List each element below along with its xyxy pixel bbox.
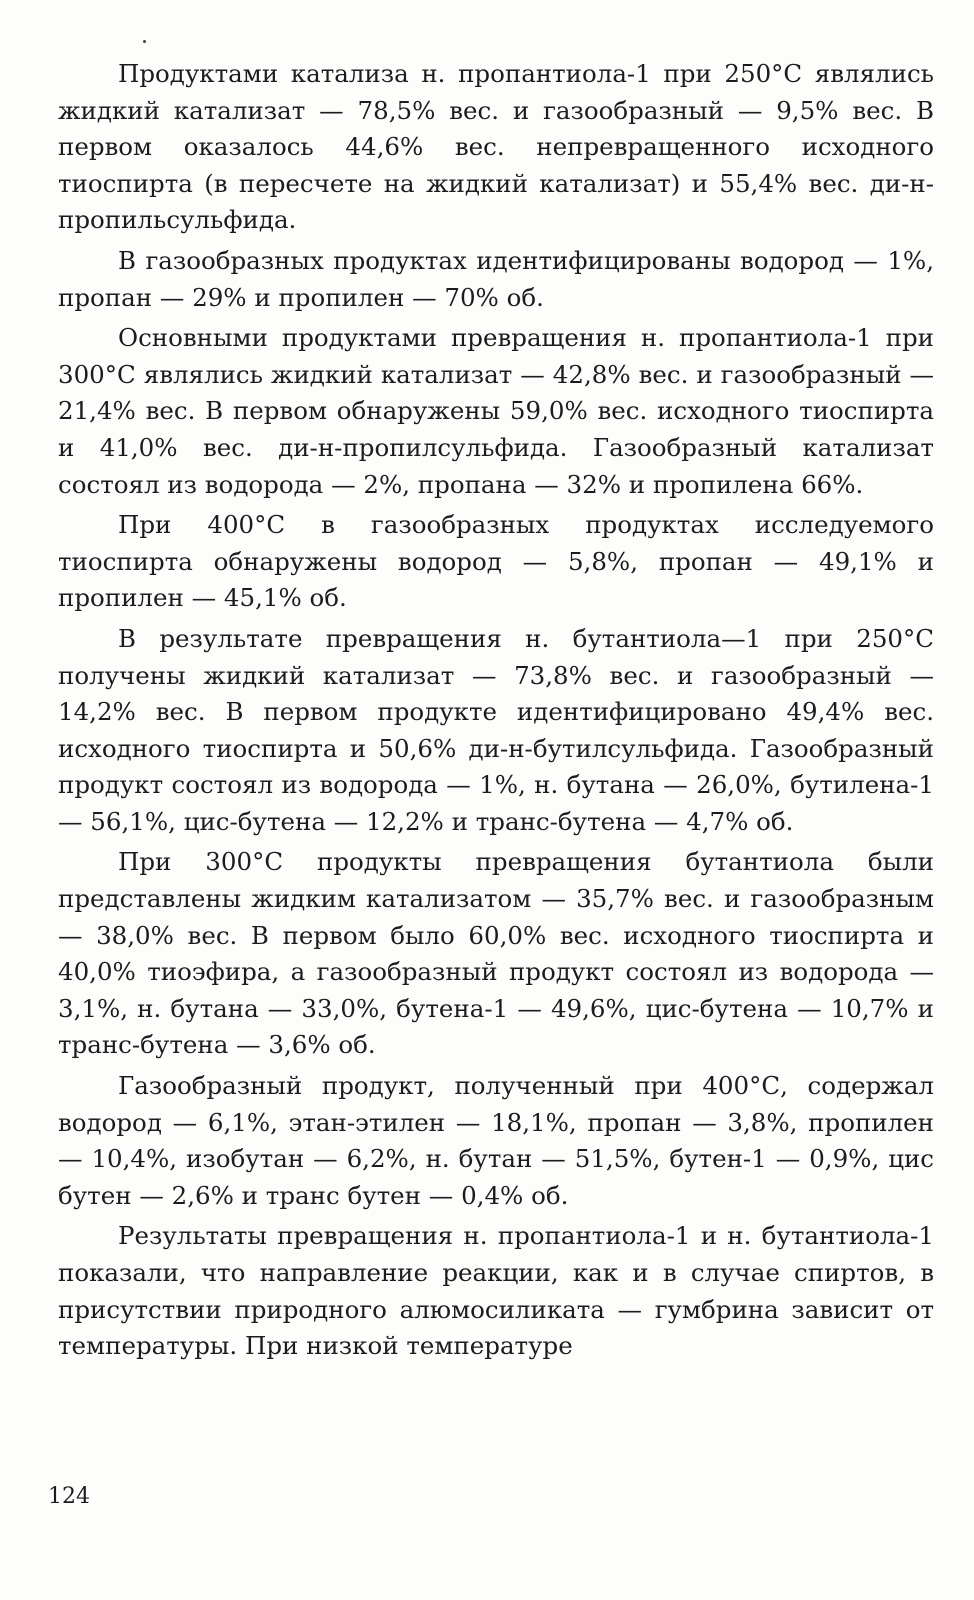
body-text — [58, 56, 934, 1369]
paragraph-7: Газообразный продукт, полученный при 400°С, содержал водород — 6,1%, этан-этилен — 18,1%, пропан — 3,8%, пропилен — 10,4%, изобутан — 6,2%, н. бутан — 51,5%, бутен-1 — 0,9%, цис бутен — 2,6% и транс бутен — 0,4% об. — [58, 1071, 934, 1210]
paragraph-3: Основными продуктами превращения н. пропантиола-1 при 300°С являлись жидкий катализат — 42,8% вес. и газообразный — 21,4% вес. В первом обнаружены 59,0% вес. исходного тиоспирта и 41,0% вес. ди-н-пропилсульфида. Газообразный катализат состоял из водорода — 2%, пропана — 32% и пропилена 66%. — [58, 323, 934, 499]
page-speck-mark — [143, 40, 146, 43]
paragraph-5: В результате превращения н. бутантиола—1 при 250°С получены жидкий катализат — 73,8% вес. и газообразный — 14,2% вес. В первом продукте идентифицировано 49,4% вес. исходного тиоспирта и 50,6% ди-н-бутилсульфида. Газообразный продукт состоял из водорода — 1%, н. бутана — 26,0%, бутилена-1 — 56,1%, цис-бутена — 12,2% и транс-бутена — 4,7% об. — [58, 623, 934, 836]
page-number: 124 — [48, 1484, 90, 1509]
paragraph-6: При 300°С продукты превращения бутантиола были представлены жидким катализатом — 35,7% вес. и газообразным — 38,0% вес. В первом было 60,0% вес. исходного тиоспирта и 40,0% тиоэфира, а газообразный продукт состоял из водорода — 3,1%, н. бутана — 33,0%, бутена-1 — 49,6%, цис-бутена — 10,7% и транс-бутена — 3,6% об. — [58, 847, 934, 1060]
paragraph-2: В газообразных продуктах идентифицированы водород — 1%, пропан — 29% и пропилен — 70% об. — [58, 245, 934, 312]
paragraph-4: При 400°С в газообразных продуктах исследуемого тиоспирта обнаружены водород — 5,8%, пропан — 49,1% и пропилен — 45,1% об. — [58, 510, 934, 613]
paragraph-1: Продуктами катализа н. пропантиола-1 при 250°С являлись жидкий катализат — 78,5% вес. и газообразный — 9,5% вес. В первом оказалось 44,6% вес. непревращенного исходного тиоспирта (в пересчете на жидкий катализат) и 55,4% вес. ди-н-пропильсульфида. — [58, 59, 934, 235]
paragraph-8: Результаты превращения н. пропантиола-1 и н. бутантиола-1 показали, что направление реакции, как и в случае спиртов, в присутствии природного алюмосиликата — гумбрина зависит от температуры. При низкой температуре — [58, 1221, 934, 1361]
